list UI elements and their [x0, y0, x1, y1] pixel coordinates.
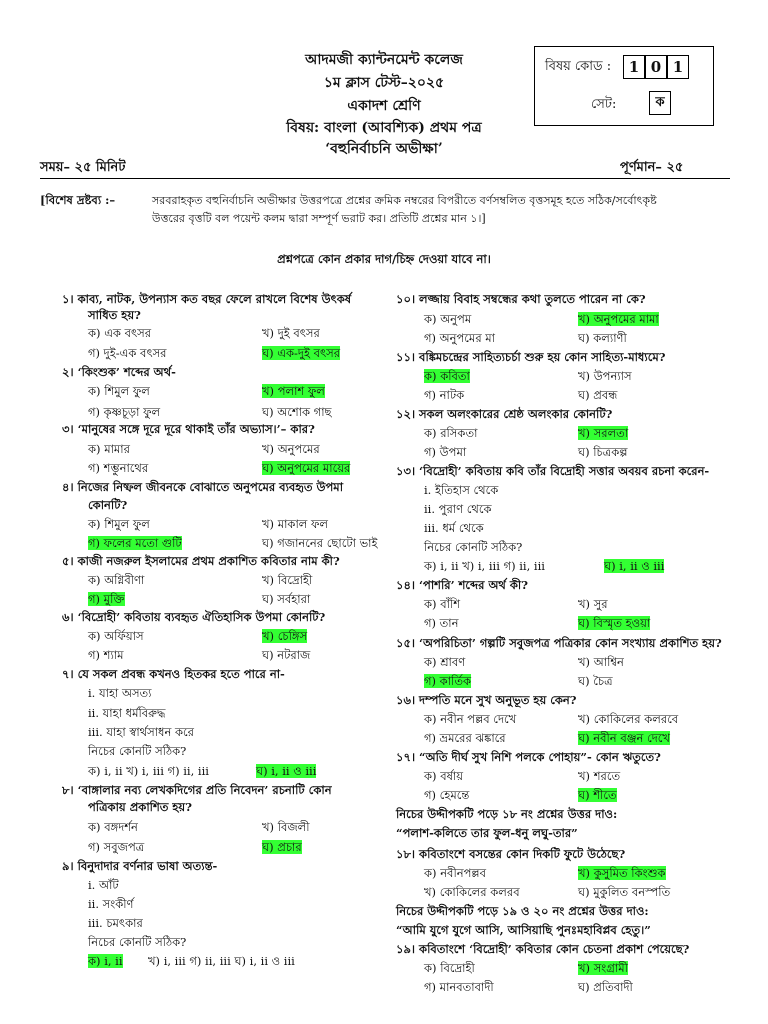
- question-text: [396, 846, 625, 862]
- line-text: গ) মানবতাবাদী: [424, 980, 494, 994]
- highlighted-answer: খ) সংগ্রামী: [578, 961, 628, 975]
- line-text: গ) কৃষ্ণচূড়া ফুল: [88, 405, 161, 419]
- option-text: [262, 345, 340, 361]
- line-text: ঘ) মুকুলিত বনস্পতি: [578, 885, 671, 899]
- line-text: ক) অর্ফিয়াস: [88, 629, 144, 643]
- line-text: নিচের উদ্দীপকটি পড়ে ১৮ নং প্রশ্নের উত্তর দাও:: [396, 807, 618, 821]
- question-text: [396, 692, 577, 708]
- question-text: [396, 903, 649, 919]
- line-text: ক) এক বৎসর: [88, 326, 152, 340]
- line-text: i. যাহা অসত্য: [88, 686, 152, 700]
- option-text: [88, 404, 160, 420]
- option-text: [88, 896, 134, 912]
- instructions-line-2: উত্তরের বৃত্তটি বল পয়েন্ট কলম দ্বারা সম্পূর্ণ ভরাট কর। প্রতিটি প্রশ্নের মান ১।]: [152, 212, 486, 225]
- line-text: iii. ধর্ম থেকে: [424, 521, 484, 535]
- option-text: [88, 685, 152, 701]
- line-text: ১৩। ‘বিদ্রোহী’ কবিতায় কবি তাঁর বিদ্রোহী সত্তার অবয়ব রচনা করেন-: [396, 464, 710, 478]
- option-text: [88, 763, 209, 779]
- line-text: ক) নবীন পল্লব দেখে: [424, 712, 517, 726]
- highlighted-answer: ঘ) নবীন বঞ্জন দেখে: [578, 731, 670, 745]
- question-text: [62, 553, 340, 569]
- line-text: ১৬। দম্পতি মনে সুখ অনুভূত হয় কেন?: [396, 693, 577, 707]
- full-marks: পূর্ণমান– ২৫: [620, 160, 684, 175]
- line-text: ৩। ‘মানুষের সঙ্গে দূরে দূরে থাকাই তাঁর অভ্যাস।’– কার?: [62, 422, 315, 436]
- option-text: [88, 647, 124, 663]
- option-text: [88, 915, 143, 931]
- option-text: [424, 330, 495, 346]
- question-text: [62, 609, 325, 625]
- option-text: [424, 615, 459, 631]
- instructions-label: [বিশেষ দ্রষ্টব্য :–: [40, 193, 116, 207]
- line-text: ১০। লজ্জায় বিবাহ সম্বন্ধের কথা তুলতে পারেন না কে?: [396, 292, 646, 306]
- option-text: [88, 572, 144, 588]
- option-text: [88, 383, 150, 399]
- option-text: [262, 516, 328, 532]
- option-text: [424, 673, 471, 689]
- line-text: গ) শম্ভুনাথের: [88, 461, 149, 475]
- option-text: [88, 460, 148, 476]
- line-text: নিচের কোনটি সঠিক?: [88, 744, 187, 758]
- option-text: [88, 325, 151, 341]
- option-text: [578, 787, 617, 803]
- option-text: [424, 654, 465, 670]
- option-text: [578, 425, 628, 441]
- line-text: ঘ) চিত্রকল্প: [578, 445, 628, 459]
- line-text: ১৪। ‘পাশরি’ শব্দের অর্থ কী?: [396, 578, 528, 592]
- option-text: [88, 934, 186, 950]
- highlighted-answer: গ) ফলের মতো গুটি: [88, 536, 182, 550]
- question-text: [396, 635, 722, 651]
- line-text: খ) কোকিলের কলরবে: [578, 712, 679, 726]
- option-text: [88, 953, 123, 969]
- line-text: ক) বর্ষায়: [424, 769, 464, 783]
- line-text: ii. পুরাণ থেকে: [424, 502, 492, 516]
- option-text: [424, 711, 516, 727]
- line-text: i. আঁট: [88, 878, 119, 892]
- question-text: [88, 307, 141, 323]
- highlighted-answer: খ) কুসুমিত কিংশুক: [578, 866, 666, 880]
- option-text: [424, 768, 463, 784]
- exam-title: ১ম ক্লাস টেস্ট–২০২৫: [323, 75, 445, 91]
- line-text: সাধিত হয়?: [88, 308, 141, 322]
- question-text: [62, 858, 217, 874]
- question-text: [396, 922, 651, 938]
- line-text: গ) নাটক: [424, 388, 465, 402]
- option-text: [578, 311, 659, 327]
- option-text: [424, 558, 545, 574]
- line-text: “পলাশ-কলিতে তার ফুল-ধনু লঘু-তার”: [396, 826, 578, 840]
- option-text: [262, 460, 350, 476]
- line-text: ক) শিমুল ফুল: [88, 384, 150, 398]
- no-marking-warning: প্রশ্নপত্রে কোন প্রকার দাগ/চিহ্ন দেওয়া যাবে না।: [277, 252, 491, 266]
- line-text: খ) বিদ্রোহী: [262, 573, 313, 587]
- option-text: [88, 441, 130, 457]
- highlighted-answer: খ) পলাশ ফুল: [262, 384, 325, 398]
- highlighted-answer: খ) চেঙ্গিস: [262, 629, 308, 643]
- option-text: [88, 839, 144, 855]
- option-text: [578, 960, 628, 976]
- line-text: গ) তান: [424, 616, 459, 630]
- line-text: ক) অগ্নিবীণা: [88, 573, 145, 587]
- question-text: [396, 941, 689, 957]
- line-text: গ) অনুপমের মা: [424, 331, 496, 345]
- section-title: ‘বহুনির্বাচনি অভীক্ষা’: [325, 141, 443, 157]
- highlighted-answer: ঘ) i, ii ও iii: [256, 764, 317, 778]
- highlighted-answer: খ) অনুপমের মামা: [578, 312, 659, 326]
- option-text: [256, 763, 316, 779]
- line-text: নিচের কোনটি সঠিক?: [88, 935, 187, 949]
- option-text: [424, 960, 475, 976]
- line-text: খ) আশ্বিন: [578, 655, 624, 669]
- option-text: [262, 819, 310, 835]
- option-text: [262, 441, 320, 457]
- highlighted-answer: গ) কার্তিক: [424, 674, 472, 688]
- option-text: [424, 368, 470, 384]
- option-text: [578, 711, 678, 727]
- line-text: নিচের কোনটি সঠিক?: [424, 540, 523, 554]
- option-text: [424, 444, 466, 460]
- college-name: আদমজী ক্যান্টনমেন্ট কলেজ: [305, 52, 463, 68]
- line-text: ii. সংকীর্ণ: [88, 897, 134, 911]
- option-text: [424, 539, 522, 555]
- line-text: ১৯। কবিতাংশে ‘বিদ্রোহী’ কবিতার কোন চেতনা প্রকাশ পেয়েছে?: [396, 942, 690, 956]
- option-text: [88, 724, 194, 740]
- code-digit: 1: [667, 55, 689, 79]
- line-text: খ) শরতে: [578, 769, 621, 783]
- subject-name: বিষয়: বাংলা (আবশ্যিক) প্রথম পত্র: [286, 120, 482, 136]
- line-text: কোনটি?: [88, 498, 128, 512]
- option-text: [88, 705, 165, 721]
- highlighted-answer: ঘ) শীতে: [578, 788, 617, 802]
- line-text: ক) বিদ্রোহী: [424, 961, 475, 975]
- line-text: ক) অনুপম: [424, 312, 472, 326]
- line-text: খ) উপন্যাস: [578, 369, 632, 383]
- option-text: [578, 654, 624, 670]
- line-text: খ) দুই বৎসর: [262, 326, 320, 340]
- line-text: ঘ) কল্যাণী: [578, 331, 627, 345]
- line-text: ক) i, ii খ) i, iii গ) ii, iii: [424, 559, 545, 573]
- question-text: [62, 479, 343, 495]
- question-text: [396, 463, 709, 479]
- line-text: ঘ) নটরাজ: [262, 648, 311, 662]
- line-text: খ) মাকাল ফল: [262, 517, 328, 531]
- option-text: [578, 979, 633, 995]
- question-text: [62, 364, 176, 380]
- line-text: “আমি যুগে যুগে আসি, আসিয়াছি পুনঃমহাবিপ্লব হেতু।”: [396, 923, 651, 937]
- instructions-text: [152, 192, 742, 228]
- line-text: খ) বিজলী: [262, 820, 310, 834]
- line-text: গ) ভ্রমরের ঝঙ্কারে: [424, 731, 506, 745]
- question-text: [396, 806, 617, 822]
- line-text: গ) শ্যাম: [88, 648, 124, 662]
- line-text: ক) বাঁশি: [424, 597, 461, 611]
- class-name: একাদশ শ্রেণি: [347, 98, 421, 114]
- line-text: গ) উপমা: [424, 445, 467, 459]
- exam-time: সময়– ২৫ মিনিট: [40, 160, 126, 175]
- option-text: [578, 884, 670, 900]
- option-text: [424, 787, 469, 803]
- option-text: [262, 383, 325, 399]
- instructions-line-1: সরবরাহকৃত বহুনির্বাচনি অভীক্ষার উত্তরপত্রে প্রশ্নের ক্রমিক নম্বরের বিপরীতে বর্ণসম্বলিত বৃত্তসমূহ হতে সঠিক/সর্বোৎকৃষ্ট: [152, 194, 657, 207]
- line-text: ঘ) সর্বহারা: [262, 592, 311, 606]
- option-text: [578, 444, 627, 460]
- line-text: ৪। নিজের নিষ্ফল জীবনকে বোঝাতে অনুপমের ব্যবহৃত উপমা: [62, 480, 344, 494]
- line-text: ২। ‘কিংশুক’ শব্দের অর্থ-: [62, 365, 176, 379]
- line-text: ১৭। “অতি দীর্ঘ সুখ নিশি পলকে পোহায়”- কোন ঋতুতে?: [396, 750, 661, 764]
- question-text: [88, 497, 127, 513]
- highlighted-answer: ক) i, ii: [88, 954, 123, 968]
- question-text: [62, 291, 351, 307]
- option-text: [604, 558, 664, 574]
- line-text: খ) সুর: [578, 597, 608, 611]
- line-text: ঘ) অশোক গাছ: [262, 405, 332, 419]
- option-text: [424, 482, 498, 498]
- highlighted-answer: ঘ) অনুপমের মায়ের: [262, 461, 351, 475]
- line-text: গ) দুই-এক বৎসর: [88, 346, 167, 360]
- line-text: ৬। ‘বিদ্রোহী’ কবিতায় ব্যবহৃত ঐতিহাসিক উপমা কোনটি?: [62, 610, 326, 624]
- option-text: [578, 865, 666, 881]
- code-label: বিষয় কোড :: [545, 59, 612, 74]
- option-text: [262, 591, 310, 607]
- question-text: [396, 349, 665, 365]
- line-text: ii. যাহা ধর্মবিরুদ্ধ: [88, 706, 166, 720]
- question-text: [396, 577, 528, 593]
- line-text: ক) শিমুল ফুল: [88, 517, 150, 531]
- subject-code-box: [534, 46, 714, 126]
- code-digit: 1: [623, 55, 645, 79]
- option-text: [88, 516, 150, 532]
- option-text: [88, 345, 167, 361]
- line-text: ক) রসিকতা: [424, 426, 478, 440]
- option-text: [424, 311, 471, 327]
- line-text: ১। কাব্য, নাটক, উপন্যাস কত বছর ফেলে রাখলে বিশেষ উৎকর্ষ: [62, 292, 352, 306]
- line-text: ক) নবীনপল্লব: [424, 866, 486, 880]
- line-text: ঘ) প্রবন্ধ: [578, 388, 618, 402]
- highlighted-answer: ঘ) বিস্মৃত হওয়া: [578, 616, 651, 630]
- option-text: [88, 819, 138, 835]
- line-text: পত্রিকায় প্রকাশিত হয়?: [88, 800, 192, 814]
- line-text: ১৫। ‘অপরিচিতা’ গল্পটি সবুজপত্র পত্রিকার কোন সংখ্যায় প্রকাশিত হয়?: [396, 636, 722, 650]
- line-text: ৮। ‘বাঙ্গালার নব্য লেখকদিগের প্রতি নিবেদন’ রচনাটি কোন: [62, 783, 332, 797]
- option-text: [148, 953, 295, 969]
- highlighted-answer: ক) কবিতা: [424, 369, 470, 383]
- line-text: নিচের উদ্দীপকটি পড়ে ১৯ ও ২০ নং প্রশ্নের উত্তর দাও:: [396, 904, 649, 918]
- highlighted-answer: ঘ) এক-দুই বৎসর: [262, 346, 341, 360]
- option-text: [578, 730, 670, 746]
- option-text: [262, 404, 332, 420]
- option-text: [578, 387, 617, 403]
- option-text: [578, 615, 650, 631]
- line-text: iii. যাহা স্বার্থসাধন করে: [88, 725, 195, 739]
- code-digit: 0: [645, 55, 667, 79]
- line-text: ১১। বঙ্কিমচন্দ্রের সাহিত্যচর্চা শুরু হয় কোন সাহিত্য-মাধ্যমে?: [396, 350, 666, 364]
- option-text: [262, 572, 312, 588]
- highlighted-answer: খ) সরলতা: [578, 426, 629, 440]
- option-text: [424, 425, 477, 441]
- option-text: [262, 628, 307, 644]
- option-text: [578, 330, 627, 346]
- option-text: [578, 596, 608, 612]
- code-cells: [623, 55, 689, 79]
- option-text: [262, 535, 377, 551]
- option-text: [88, 877, 119, 893]
- question-text: [62, 666, 285, 682]
- option-text: [424, 730, 506, 746]
- line-text: ক) শ্রাবণ: [424, 655, 466, 669]
- line-text: গ) হেমন্তে: [424, 788, 470, 802]
- line-text: খ) কোকিলের কলরব: [424, 885, 520, 899]
- header-divider: [40, 178, 730, 179]
- option-text: [424, 596, 460, 612]
- option-text: [88, 535, 182, 551]
- option-text: [424, 979, 494, 995]
- line-text: ঘ) চৈত্র: [578, 674, 613, 688]
- option-text: [262, 325, 320, 341]
- line-text: খ) অনুপমের: [262, 442, 320, 456]
- line-text: খ) i, iii গ) ii, iii ঘ) i, ii ও iii: [148, 954, 295, 968]
- set-label: সেট:: [591, 97, 617, 112]
- question-text: [88, 799, 192, 815]
- option-text: [88, 628, 144, 644]
- option-text: [424, 520, 484, 536]
- option-text: [578, 768, 620, 784]
- question-text: [396, 406, 612, 422]
- line-text: ক) মামার: [88, 442, 130, 456]
- highlighted-answer: গ) মুক্তি: [88, 592, 125, 606]
- line-text: ঘ) গজাননের ছোটো ভাই: [262, 536, 378, 550]
- option-text: [88, 591, 125, 607]
- question-text: [396, 749, 661, 765]
- line-text: গ) সবুজপত্র: [88, 840, 145, 854]
- line-text: ৯। বিনুদাদার বর্ণনার ভাষা অত্যন্ত-: [62, 859, 218, 873]
- option-text: [424, 387, 464, 403]
- line-text: ৭। যে সকল প্রবন্ধ কখনও হিতকর হতে পারে না-: [62, 667, 285, 681]
- question-text: [62, 421, 315, 437]
- question-text: [62, 782, 332, 798]
- line-text: ঘ) প্রতিবাদী: [578, 980, 633, 994]
- question-text: [396, 291, 646, 307]
- option-text: [424, 884, 520, 900]
- line-text: ৫। কাজী নজরুল ইসলামের প্রথম প্রকাশিত কবিতার নাম কী?: [62, 554, 340, 568]
- line-text: ১২। সকল অলংকারের শ্রেষ্ঠ অলংকার কোনটি?: [396, 407, 613, 421]
- question-text: [396, 825, 578, 841]
- line-text: ক) i, ii খ) i, iii গ) ii, iii: [88, 764, 209, 778]
- option-text: [578, 673, 613, 689]
- option-text: [88, 743, 186, 759]
- option-text: [262, 839, 302, 855]
- highlighted-answer: ঘ) প্রচার: [262, 840, 302, 854]
- option-text: [578, 368, 632, 384]
- option-text: [424, 501, 492, 517]
- line-text: i. ইতিহাস থেকে: [424, 483, 499, 497]
- line-text: ১৮। কবিতাংশে বসন্তের কোন দিকটি ফুটে উঠেছে?: [396, 847, 626, 861]
- option-text: [262, 647, 310, 663]
- option-text: [424, 865, 486, 881]
- line-text: ক) বঙ্গদর্শন: [88, 820, 138, 834]
- set-value: ক: [649, 91, 671, 115]
- line-text: iii. চমৎকার: [88, 916, 143, 930]
- highlighted-answer: ঘ) i, ii ও iii: [604, 559, 665, 573]
